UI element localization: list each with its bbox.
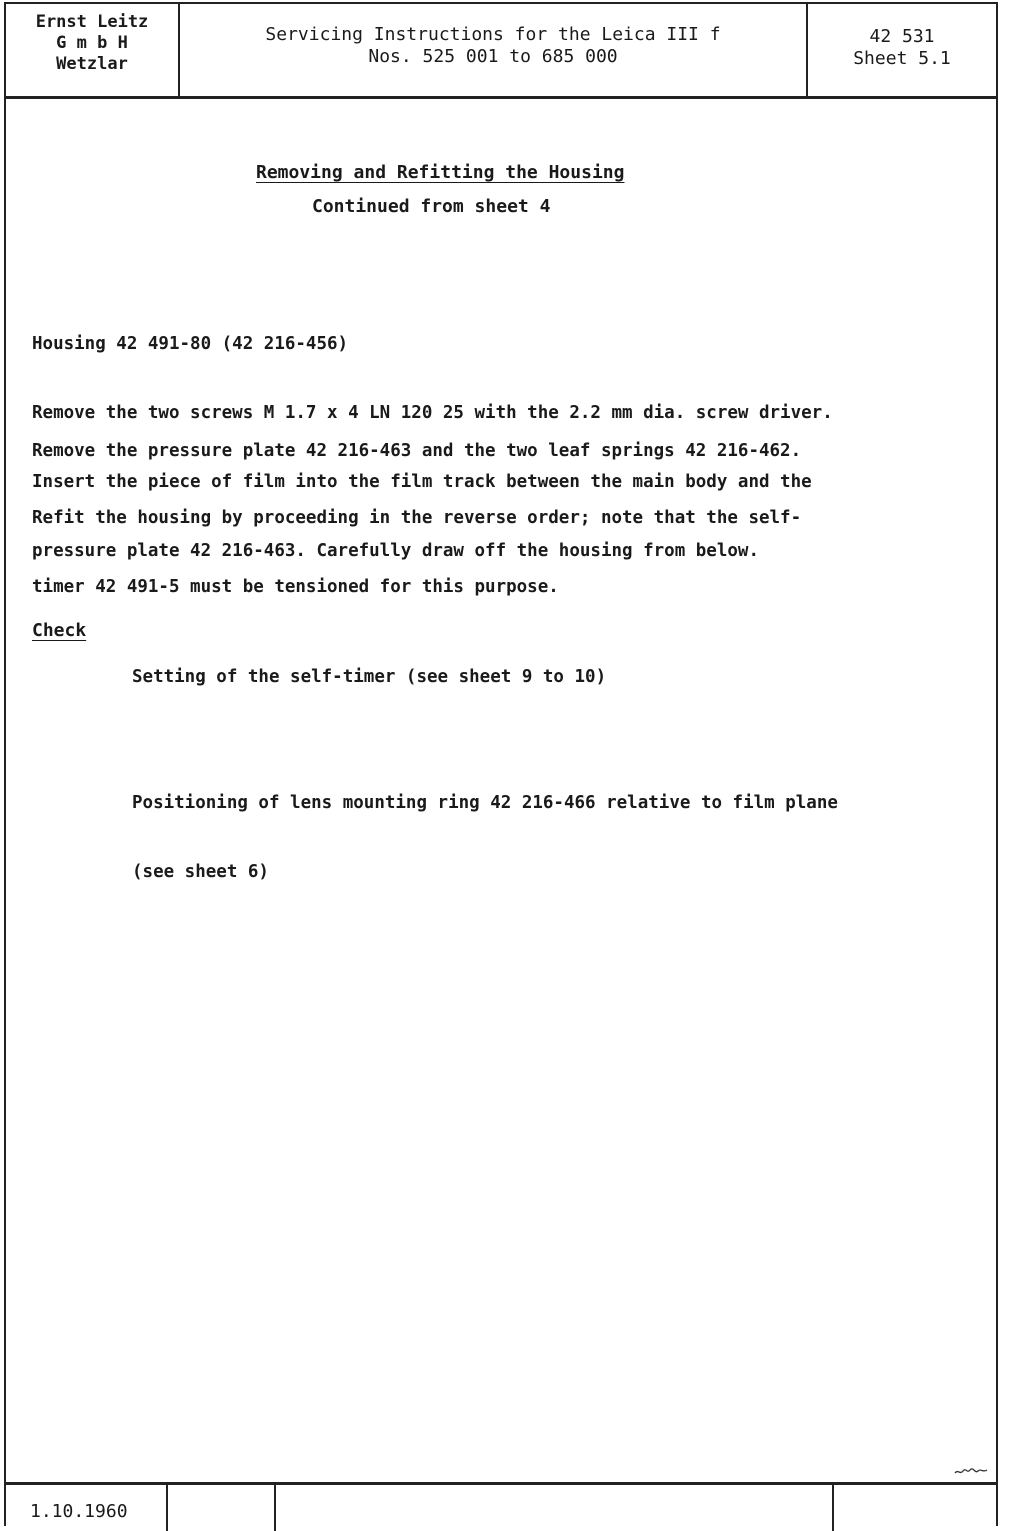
footer-cell-empty	[168, 1485, 276, 1531]
refit-paragraph	[32, 461, 982, 645]
document-number: 42 531	[869, 26, 935, 47]
paragraph-line: timer 42 491-5 must be tensioned for this purpose.	[32, 577, 559, 597]
check-label: Check	[32, 620, 87, 641]
company-form: G m b H	[56, 33, 128, 53]
check-list	[132, 620, 838, 941]
paragraph-line: Remove the pressure plate 42 216-463 and the two leaf springs 42 216-462.	[32, 441, 802, 461]
check-item-self-timer	[132, 620, 838, 735]
paragraph-line: pressure plate 42 216-463. Carefully draw off the housing from below.	[32, 541, 759, 561]
issue-date: 1.10.1960	[6, 1485, 168, 1531]
document-title: Servicing Instructions for the Leica III f	[265, 24, 721, 45]
section-subtitle: Continued from sheet 4	[312, 196, 551, 217]
check-item-line: Positioning of lens mounting ring 42 216-466 relative to film plane	[132, 793, 838, 813]
footer-cell-empty	[834, 1485, 996, 1531]
paragraph-line: Insert the piece of film into the film track between the main body and the	[32, 472, 812, 492]
check-item-line: Setting of the self-timer (see sheet 9 to 10)	[132, 667, 607, 687]
reference-cell	[808, 4, 996, 96]
signature-mark	[954, 1466, 988, 1476]
paragraph-line: Refit the housing by proceeding in the reverse order; note that the self-	[32, 508, 802, 528]
header-row	[6, 4, 996, 99]
check-item-lens-ring	[132, 746, 838, 930]
document-sheet	[4, 2, 998, 1526]
check-item-line: (see sheet 6)	[132, 862, 269, 882]
sheet-number: Sheet 5.1	[853, 48, 951, 69]
title-cell	[180, 4, 808, 96]
serial-range: Nos. 525 001 to 685 000	[368, 46, 618, 67]
section-title: Removing and Refitting the Housing	[256, 162, 625, 183]
company-cell	[6, 4, 180, 96]
paragraph-line: Housing 42 491-80 (42 216-456)	[32, 334, 349, 354]
footer-cell-empty	[276, 1485, 834, 1531]
company-city: Wetzlar	[56, 54, 128, 74]
footer-row	[6, 1482, 996, 1531]
paragraph-line: Remove the two screws M 1.7 x 4 LN 120 25 with the 2.2 mm dia. screw driver.	[32, 403, 833, 423]
company-name: Ernst Leitz	[35, 12, 149, 32]
